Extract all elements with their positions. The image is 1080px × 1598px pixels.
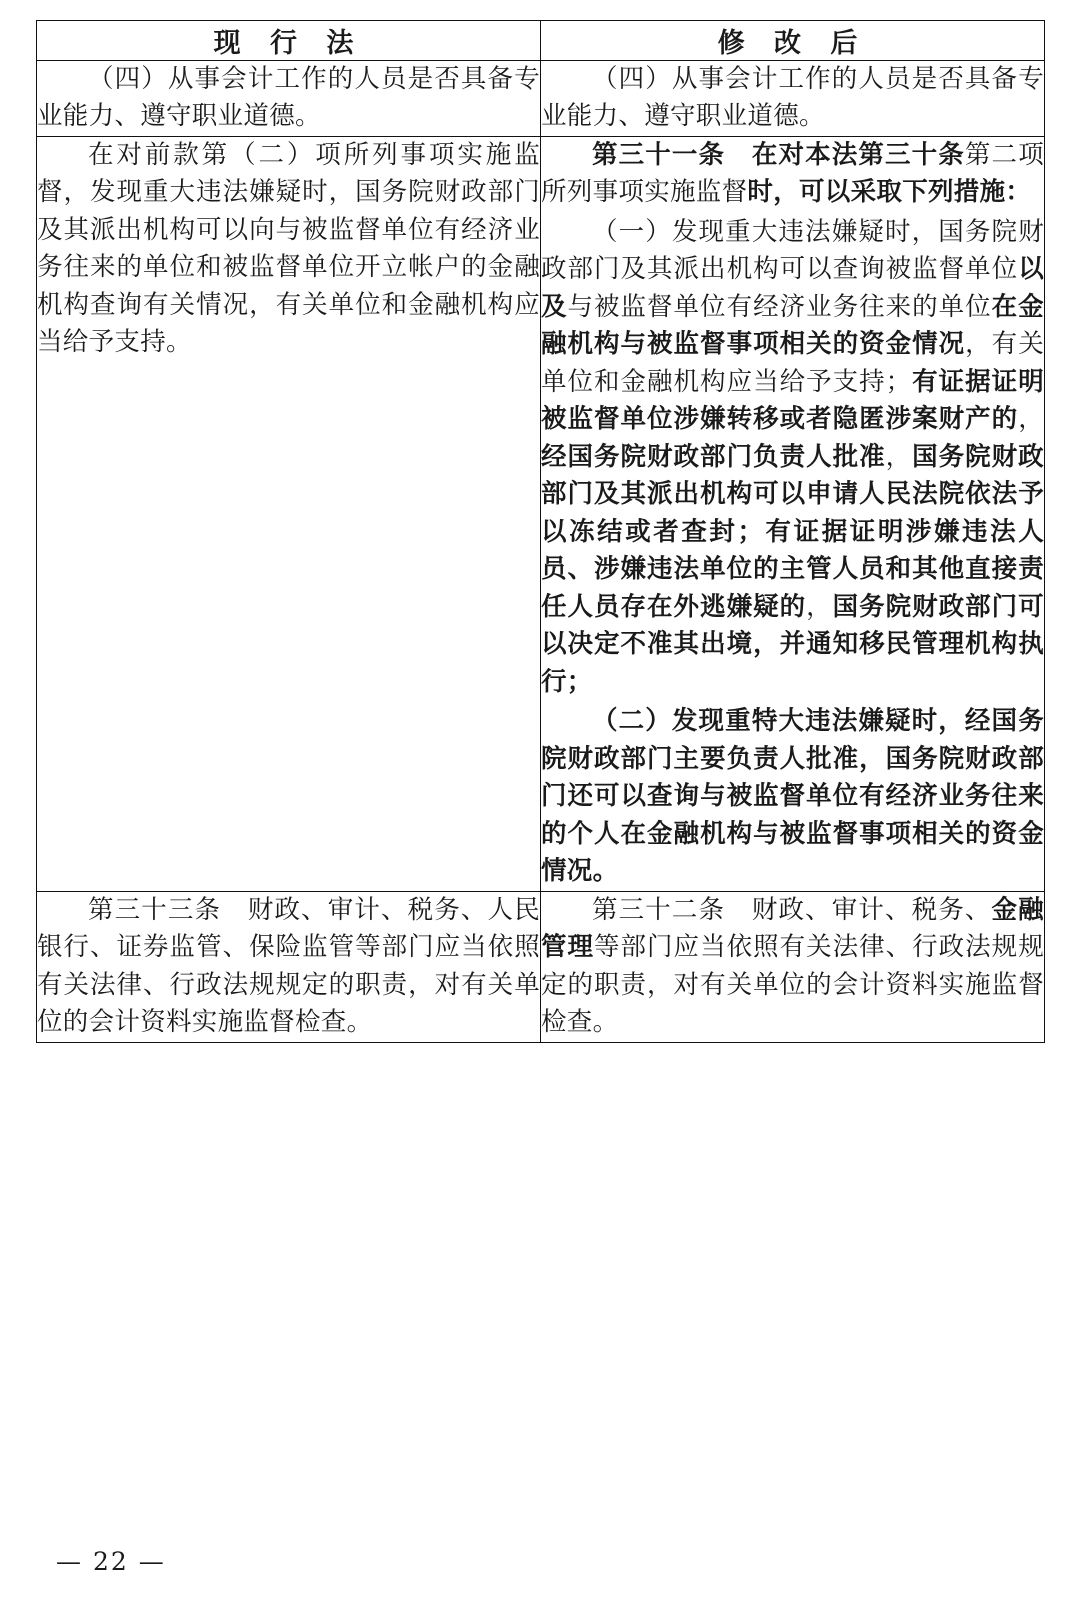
- amended-text: 在金融机构与被监督事项相关的资金情况: [541, 291, 1044, 360]
- amended-text: 有证据证明被监督单位涉嫌转移或者隐匿涉案财产的: [541, 366, 1044, 435]
- paragraph: [541, 892, 1044, 1042]
- header-revised-law: 修 改 后: [541, 21, 1045, 61]
- cell-current-2: [37, 891, 541, 1042]
- comparison-table: [36, 20, 1045, 1043]
- body-text: ，: [885, 441, 913, 472]
- body-text: 等部门应当依照有关法律、行政法规规定的职责，对有关单位的会计资料实施监督检查。: [541, 932, 1044, 1038]
- amended-text: 金融管理: [541, 894, 1044, 963]
- paragraph: [37, 137, 540, 362]
- body-text: ，: [1018, 404, 1044, 435]
- body-text: 第二项所列事项实施监督: [541, 139, 1044, 208]
- paragraph: [37, 892, 540, 1042]
- table-row: [37, 891, 1045, 1042]
- table-header-row: [37, 21, 1045, 61]
- table-row: [37, 136, 1045, 891]
- cell-revised-1: [541, 136, 1045, 891]
- body-text: 第三十二条 财政、审计、税务、: [592, 894, 992, 925]
- table-body: [37, 61, 1045, 1043]
- body-text: 在对前款第（二）项所列事项实施监督，发现重大违法嫌疑时，国务院财政部门及其派出机构可以向与被监督单位有经济业务往来的单位和被监督单位开立帐户的金融机构查询有关情况，有关单位和金融机构应当给予支持。: [37, 139, 540, 358]
- paragraph: [541, 703, 1044, 890]
- body-text: （四）从事会计工作的人员是否具备专业能力、遵守职业道德。: [37, 64, 540, 132]
- header-current-law: 现 行 法: [37, 21, 541, 61]
- amended-text: 国务院财政部门及其派出机构可以申请人民法院依法予以冻结或者查封；有证据证明涉嫌违法人员、涉嫌违法单位的主管人员和其他直接责任人员存在外逃嫌疑的: [541, 441, 1044, 622]
- cell-revised-0: [541, 61, 1045, 137]
- amended-text: 经国务院财政部门负责人批准: [541, 441, 886, 472]
- paragraph: [541, 61, 1044, 136]
- amended-text: 第三十一条 在对: [592, 139, 806, 170]
- body-text: 第三十三条 财政、审计、税务、人民银行、证券监管、保险监管等部门应当依照有关法律、行政法规规定的职责，对有关单位的会计资料实施监督检查。: [37, 894, 540, 1038]
- cell-current-1: [37, 136, 541, 891]
- body-text: ，: [806, 591, 833, 622]
- body-text: （四）从事会计工作的人员是否具备专业能力、遵守职业道德。: [541, 64, 1044, 132]
- amended-text: 以及: [541, 254, 1044, 322]
- body-text: ，有关单位和金融机构应当给予支持；: [541, 329, 1044, 397]
- page-number: — 22 —: [56, 1547, 166, 1576]
- amended-text: 国务院财政部门可以决定不准其出境，并通知移民管理机构执行；: [541, 591, 1044, 697]
- amended-text: 时，可以采取下列措施：: [747, 177, 1032, 208]
- body-text: 与被监督单位有经济业务往来的单位: [567, 291, 992, 322]
- table-row: [37, 61, 1045, 137]
- amended-text: （二）发现重特大违法嫌疑时，经国务院财政部门主要负责人批准，国务院财政部门还可以查询与被监督单位有经济业务往来的个人在金融机构与被监督事项相关的资金情况。: [541, 706, 1044, 887]
- body-text: （一）发现重大违法嫌疑时，国务院财政部门及其派出机构可以查询被监督单位: [541, 216, 1044, 285]
- paragraph: [37, 61, 540, 136]
- amended-text: 本法第三十条: [805, 139, 965, 170]
- cell-revised-2: [541, 891, 1045, 1042]
- paragraph: [541, 137, 1044, 212]
- paragraph: [541, 214, 1044, 701]
- cell-current-0: [37, 61, 541, 137]
